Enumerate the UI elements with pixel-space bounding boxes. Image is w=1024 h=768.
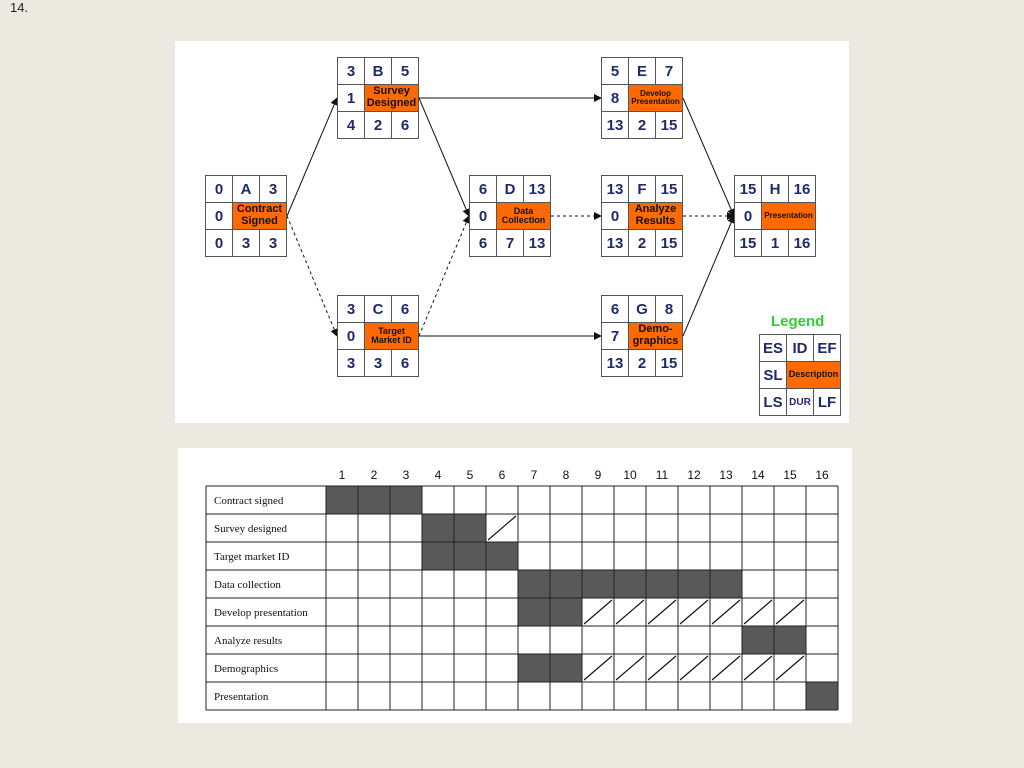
duration: 2 (364, 111, 392, 139)
connector-c-d (419, 216, 469, 336)
late-finish: 6 (391, 111, 419, 139)
duration: 3 (364, 349, 392, 377)
activity-id: B (364, 57, 392, 85)
activity-description: Survey Designed (364, 84, 419, 112)
day-label: 9 (594, 468, 602, 482)
late-finish: 16 (788, 229, 816, 257)
duration: 7 (496, 229, 524, 257)
task-label: Develop presentation (214, 607, 308, 619)
day-label: 7 (530, 468, 538, 482)
activity-node-c (337, 295, 421, 379)
slack-mark (744, 600, 772, 624)
slack-mark (584, 656, 612, 680)
slack-mark (648, 600, 676, 624)
activity-description: Presentation (761, 202, 816, 230)
slide-number: 14. (10, 0, 29, 15)
task-label: Demographics (214, 663, 279, 675)
gantt-bar-cell (358, 486, 390, 514)
gantt-bar-cell (422, 542, 454, 570)
late-finish: 13 (523, 229, 551, 257)
activity-id: G (628, 295, 656, 323)
activity-description: Develop Presentation (628, 84, 683, 112)
activity-node-f (601, 175, 685, 259)
activity-description: Data Collection (496, 202, 551, 230)
gantt-bar-cell (742, 626, 774, 654)
slack: 1 (337, 84, 365, 112)
legend-id: ID (786, 334, 814, 362)
connector-e-h (683, 98, 734, 216)
slack-mark (744, 656, 772, 680)
task-label: Data collection (214, 579, 281, 591)
early-finish: 7 (655, 57, 683, 85)
slack-mark (584, 600, 612, 624)
day-label: 11 (655, 468, 669, 482)
legend-ls: LS (759, 388, 787, 416)
activity-node-d (469, 175, 553, 259)
activity-description: Contract Signed (232, 202, 287, 230)
connector-a-b (287, 98, 337, 216)
duration: 1 (761, 229, 789, 257)
gantt-grid (178, 448, 852, 723)
activity-id: E (628, 57, 656, 85)
day-label: 14 (751, 468, 765, 482)
early-start: 0 (205, 175, 233, 203)
slack: 0 (601, 202, 629, 230)
legend-sl: SL (759, 361, 787, 389)
legend-ef: EF (813, 334, 841, 362)
slack-mark (712, 600, 740, 624)
legend-lf: LF (813, 388, 841, 416)
gantt-bar-cell (518, 570, 550, 598)
early-finish: 15 (655, 175, 683, 203)
day-label: 5 (466, 468, 474, 482)
early-finish: 5 (391, 57, 419, 85)
day-label: 4 (434, 468, 442, 482)
early-start: 13 (601, 175, 629, 203)
gantt-bar-cell (550, 570, 582, 598)
connector-b-d (419, 98, 469, 216)
activity-description: Analyze Results (628, 202, 683, 230)
gantt-bar-cell (518, 654, 550, 682)
gantt-bar-cell (326, 486, 358, 514)
early-finish: 6 (391, 295, 419, 323)
activity-node-g (601, 295, 685, 379)
day-label: 2 (370, 468, 378, 482)
early-finish: 8 (655, 295, 683, 323)
gantt-bar-cell (454, 514, 486, 542)
day-label: 15 (783, 468, 797, 482)
legend-es: ES (759, 334, 787, 362)
slack: 0 (734, 202, 762, 230)
gantt-bar-cell (550, 598, 582, 626)
task-label: Presentation (214, 691, 269, 703)
slack-mark (680, 656, 708, 680)
slack: 7 (601, 322, 629, 350)
day-label: 3 (402, 468, 410, 482)
day-label: 10 (623, 468, 637, 482)
day-label: 8 (562, 468, 570, 482)
late-finish: 6 (391, 349, 419, 377)
activity-node-a (205, 175, 289, 259)
day-label: 16 (815, 468, 829, 482)
slack-mark (616, 600, 644, 624)
late-start: 15 (734, 229, 762, 257)
activity-id: C (364, 295, 392, 323)
gantt-bar-cell (518, 598, 550, 626)
network-diagram (175, 41, 849, 423)
slack-mark (680, 600, 708, 624)
duration: 2 (628, 111, 656, 139)
gantt-bar-cell (710, 570, 742, 598)
late-start: 0 (205, 229, 233, 257)
day-label: 6 (498, 468, 506, 482)
activity-id: A (232, 175, 260, 203)
late-finish: 15 (655, 111, 683, 139)
gantt-bar-cell (678, 570, 710, 598)
task-label: Target market ID (214, 551, 290, 563)
slack: 8 (601, 84, 629, 112)
activity-description: Target Market ID (364, 322, 419, 350)
early-finish: 13 (523, 175, 551, 203)
gantt-bar-cell (774, 626, 806, 654)
slack: 0 (205, 202, 233, 230)
slack-mark (712, 656, 740, 680)
duration: 2 (628, 349, 656, 377)
activity-id: H (761, 175, 789, 203)
task-label: Survey designed (214, 523, 288, 535)
early-start: 15 (734, 175, 762, 203)
day-label: 13 (719, 468, 733, 482)
connector-g-h (683, 216, 734, 336)
late-start: 6 (469, 229, 497, 257)
late-start: 13 (601, 349, 629, 377)
gantt-bar-cell (582, 570, 614, 598)
duration: 2 (628, 229, 656, 257)
gantt-bar-cell (486, 542, 518, 570)
activity-node-h (734, 175, 818, 259)
slack-mark (776, 656, 804, 680)
early-start: 3 (337, 57, 365, 85)
activity-description: Demo-graphics (628, 322, 683, 350)
day-label: 1 (338, 468, 346, 482)
gantt-bar-cell (422, 514, 454, 542)
slack-mark (776, 600, 804, 624)
gantt-bar-cell (614, 570, 646, 598)
early-start: 5 (601, 57, 629, 85)
late-start: 13 (601, 111, 629, 139)
gantt-bar-cell (390, 486, 422, 514)
slack: 0 (337, 322, 365, 350)
slack-mark (488, 516, 516, 540)
early-finish: 16 (788, 175, 816, 203)
slack-mark (616, 656, 644, 680)
day-label: 12 (687, 468, 701, 482)
early-start: 6 (469, 175, 497, 203)
early-start: 3 (337, 295, 365, 323)
late-finish: 15 (655, 349, 683, 377)
gantt-bar-cell (550, 654, 582, 682)
connector-a-c (287, 216, 337, 336)
slack: 0 (469, 202, 497, 230)
activity-id: D (496, 175, 524, 203)
gantt-chart (178, 448, 852, 723)
late-start: 3 (337, 349, 365, 377)
early-start: 6 (601, 295, 629, 323)
activity-node-b (337, 57, 421, 141)
legend-dur: DUR (786, 388, 814, 416)
activity-node-e (601, 57, 685, 141)
duration: 3 (232, 229, 260, 257)
early-finish: 3 (259, 175, 287, 203)
legend-description: Description (786, 361, 841, 389)
activity-id: F (628, 175, 656, 203)
gantt-bar-cell (454, 542, 486, 570)
legend-title: Legend (771, 313, 825, 330)
slack-mark (648, 656, 676, 680)
late-start: 13 (601, 229, 629, 257)
late-finish: 15 (655, 229, 683, 257)
late-finish: 3 (259, 229, 287, 257)
task-label: Analyze results (214, 635, 283, 647)
late-start: 4 (337, 111, 365, 139)
gantt-bar-cell (806, 682, 838, 710)
gantt-bar-cell (646, 570, 678, 598)
task-label: Contract signed (214, 495, 284, 507)
